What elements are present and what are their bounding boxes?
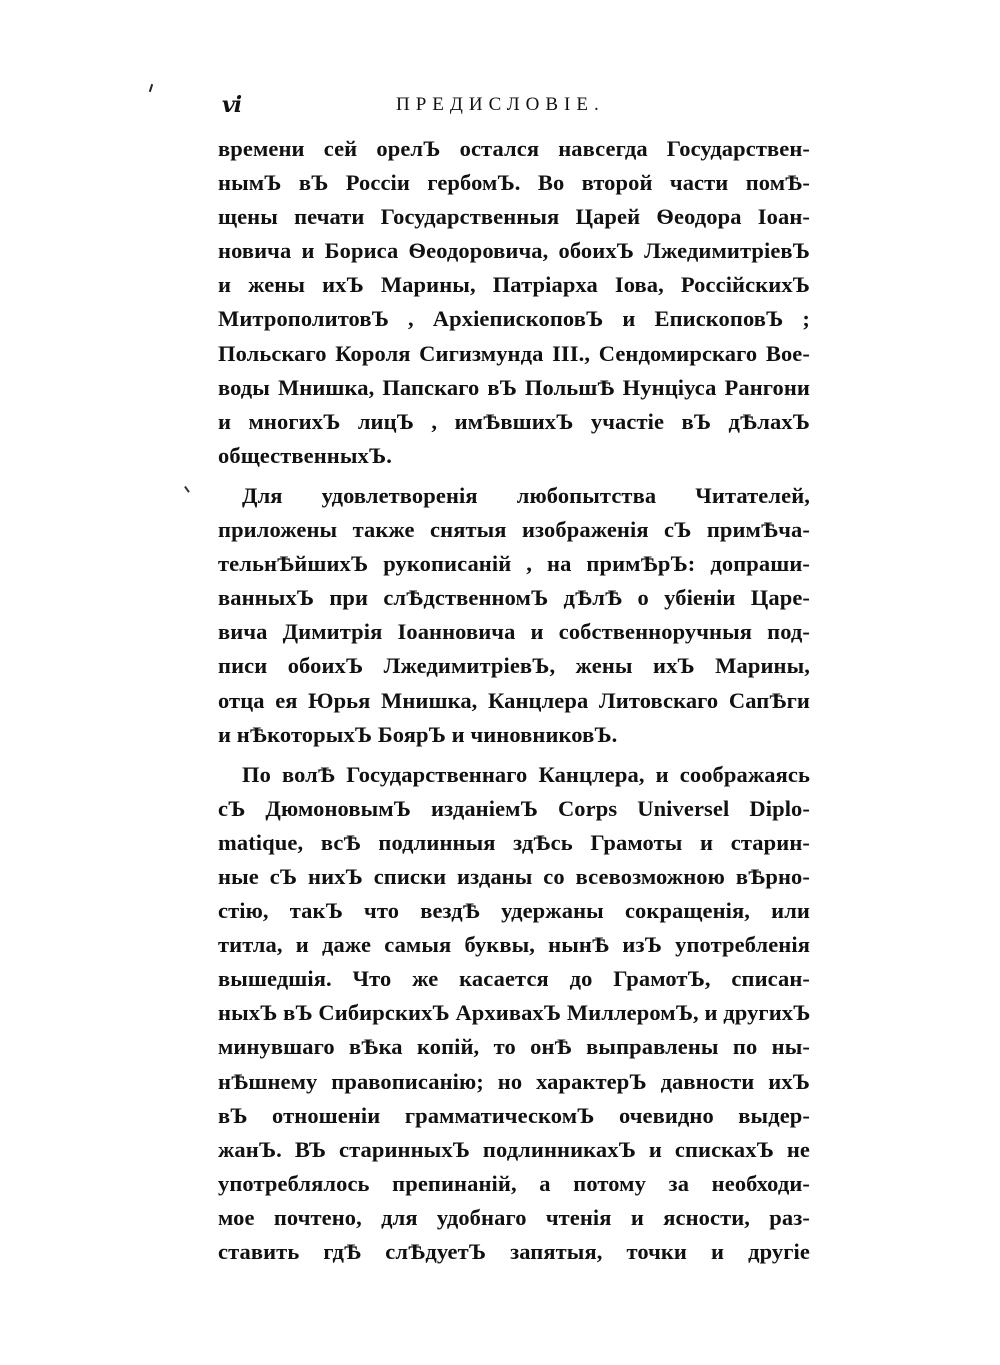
- text-line: и многихЪ лицЪ , имѢвшихЪ участіе вЪ дѢлахЪ: [218, 408, 810, 434]
- text-line: приложены также снятыя изображенія сЪ примѢча-: [218, 517, 810, 543]
- text-line: стію, такЪ что вездѢ удержаны сокращенія, или: [218, 898, 810, 924]
- text-line: общественныхЪ.: [218, 442, 392, 468]
- text-line: ванныхЪ при слѢдственномЪ дѢлѢ о убіеніи Царе-: [218, 585, 810, 611]
- text-line: воды Мнишка, Папскаго вЪ ПольшѢ Нунціуса Рангони: [218, 374, 810, 400]
- text-line: Польскаго Короля Сигизмунда III., Сендомирскаго Вое-: [218, 340, 810, 366]
- text-line: Для удовлетворенія любопытства Читателей,: [242, 482, 810, 508]
- text-line: минувшаго вѢка копій, то онѢ выправлены по ны-: [218, 1034, 810, 1060]
- text-line: писи обоихЪ ЛжедимитріевЪ, жены ихЪ Марины,: [218, 653, 810, 679]
- text-line: отца ея Юрья Мнишка, Канцлера Литовскаго СапѢги: [218, 687, 810, 713]
- text-line: По волѢ Государственнаго Канцлера, и соображаясь: [242, 761, 810, 787]
- stray-ink-mark: [149, 84, 153, 92]
- paragraph-1: [218, 132, 810, 473]
- text-line: жанЪ. ВЪ старинныхЪ подлинникахЪ и спискахЪ не: [218, 1136, 810, 1162]
- text-line: ныхЪ вЪ СибирскихЪ АрхивахЪ МиллеромЪ, и другихЪ: [218, 1000, 811, 1026]
- text-line: нѢшнему правописанію; но характерЪ давности ихЪ: [218, 1068, 810, 1094]
- paragraph-3: [218, 758, 810, 1269]
- stray-ink-mark: [184, 486, 189, 493]
- text-line: МитрополитовЪ , АрхіепископовЪ и ЕпископовЪ ;: [218, 306, 810, 332]
- text-line: титла, и даже самыя буквы, нынѢ изЪ употребленія: [218, 932, 810, 958]
- text-line: мое почтено, для удобнаго чтенія и ясности, раз-: [218, 1204, 810, 1230]
- text-line: вича Димитрія Іоанновича и собственноручныя под-: [218, 619, 810, 645]
- text-line: и жены ихЪ Марины, Патріарха Іова, РоссійскихЪ: [218, 272, 810, 298]
- paragraph-2: [218, 479, 810, 752]
- page-header: [218, 88, 810, 120]
- text-line: вышедшія. Что же касается до ГрамотЪ, списан-: [218, 966, 810, 992]
- text-line: ные сЪ нихЪ списки изданы со всевозможною вѢрно-: [218, 863, 810, 889]
- body-text: [218, 132, 810, 1269]
- text-line: времени сей орелЪ остался навсегда Государствен-: [218, 136, 810, 161]
- text-line: и нѢкоторыхЪ БоярЪ и чиновниковЪ.: [218, 721, 618, 747]
- page-number: vi: [222, 92, 242, 118]
- text-line: сЪ ДюмоновымЪ изданіемЪ Corps Universel Diplo-: [218, 795, 810, 821]
- text-line: matique, всѢ подлинныя здѢсь Грамоты и старин-: [218, 829, 810, 855]
- text-line: ставить гдѢ слѢдуетЪ запятыя, точки и другіе: [218, 1239, 810, 1264]
- text-line: нымЪ вЪ Россіи гербомЪ. Во второй части помѢ-: [218, 170, 810, 196]
- text-line: щены печати Государственныя Царей Ѳеодора Іоан-: [218, 204, 810, 230]
- text-line: тельнѢйшихЪ рукописаній , на примѢрЪ: допраши-: [218, 551, 810, 577]
- text-line: употреблялось препинаній, а потому за необходи-: [218, 1170, 810, 1196]
- text-line: вЪ отношеніи грамматическомЪ очевидно выдер-: [218, 1102, 810, 1128]
- running-title: ПРЕДИСЛОВІЕ.: [396, 94, 605, 115]
- text-line: новича и Бориса Ѳеодоровича, обоихЪ ЛжедимитріевЪ: [218, 238, 810, 264]
